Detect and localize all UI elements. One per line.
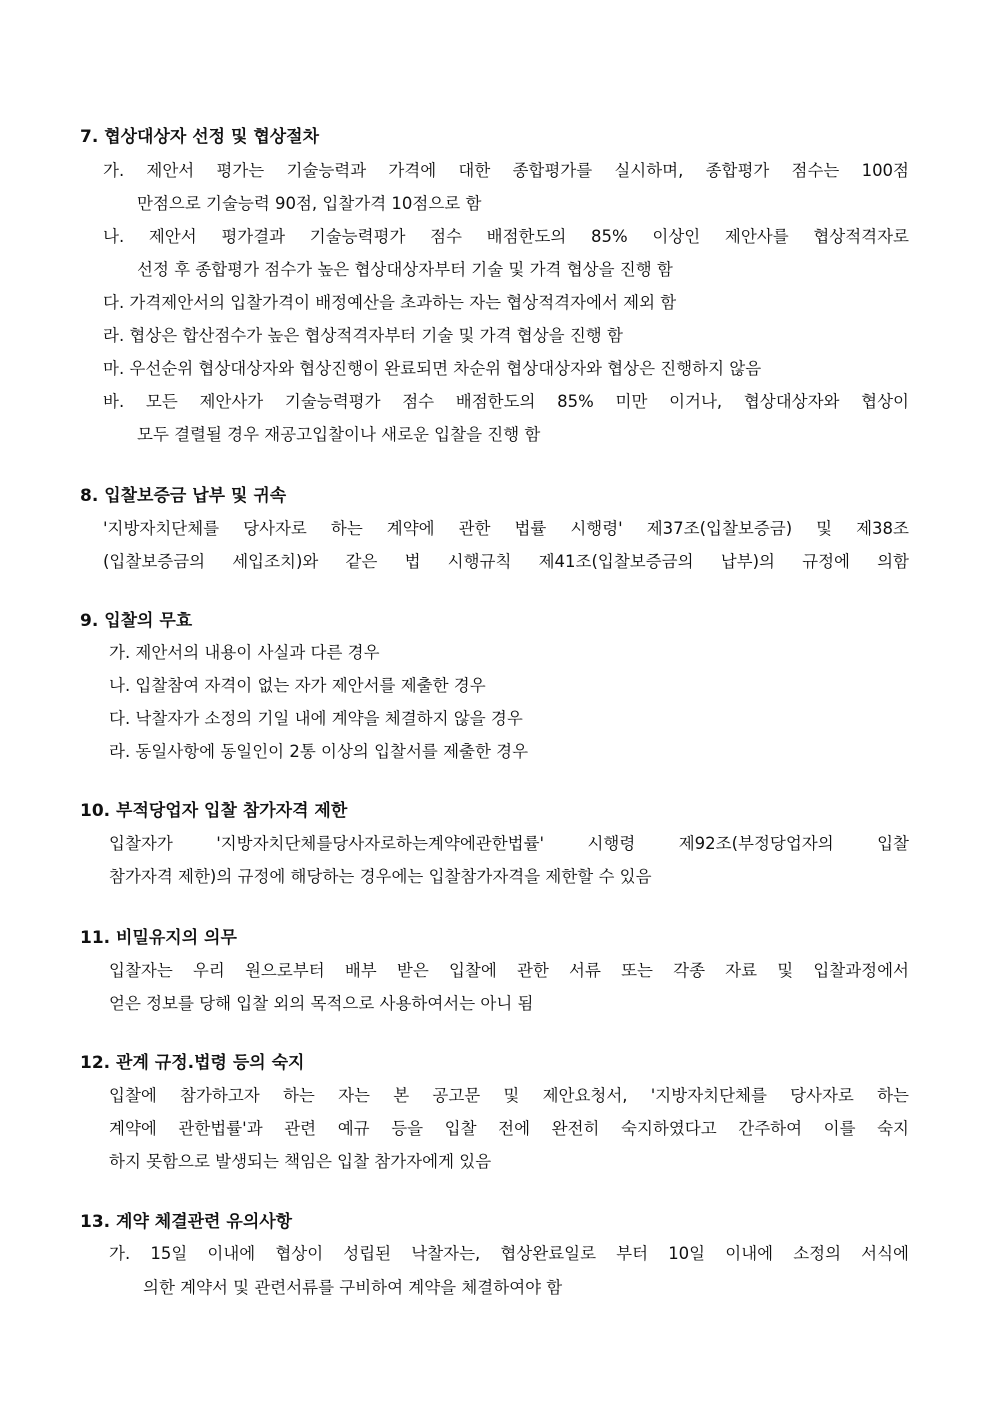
section-11-body-line-2: 얻은 정보를 당해 입찰 외의 목적으로 사용하여서는 아니 됨: [109, 994, 534, 1013]
section-7-item-ba-line-1: 바. 모든 제안사가 기술능력평가 점수 배점한도의 85% 미만 이거나, 협상대상자와 협상이: [103, 392, 909, 411]
section-13-title: 13. 계약 체결관련 유의사항: [80, 1212, 293, 1232]
section-7-item-ga-line-2: 만점으로 기술능력 90점, 입찰가격 10점으로 함: [137, 194, 482, 213]
section-7-item-ga-line-1: 가. 제안서 평가는 기술능력과 가격에 대한 종합평가를 실시하며, 종합평가 점수는 100점: [103, 161, 909, 180]
section-10-body-line-1: 입찰자가 '지방자치단체를당사자로하는계약에관한법률' 시행령 제92조(부정당업자의 입찰: [109, 834, 909, 853]
section-8-body-line-1: '지방자치단체를 당사자로 하는 계약에 관한 법률 시행령' 제37조(입찰보증금) 및 제38조: [103, 519, 909, 538]
section-9-item-ra: 라. 동일사항에 동일인이 2통 이상의 입찰서를 제출한 경우: [109, 742, 529, 761]
section-11-body-line-1: 입찰자는 우리 원으로부터 배부 받은 입찰에 관한 서류 또는 각종 자료 및 입찰과정에서: [109, 961, 909, 980]
section-13-item-ga-line-2: 의한 계약서 및 관련서류를 구비하여 계약을 체결하여야 함: [143, 1278, 563, 1297]
section-10-body-line-2: 참가자격 제한)의 규정에 해당하는 경우에는 입찰참가자격을 제한할 수 있음: [109, 867, 652, 886]
section-7-item-ra: 라. 협상은 합산점수가 높은 협상적격자부터 기술 및 가격 협상을 진행 함: [103, 326, 623, 345]
section-12-body-line-3: 하지 못함으로 발생되는 책임은 입찰 참가자에게 있음: [109, 1152, 492, 1171]
section-8-title: 8. 입찰보증금 납부 및 귀속: [80, 486, 287, 506]
section-9-item-da: 다. 낙찰자가 소정의 기일 내에 계약을 체결하지 않을 경우: [109, 709, 523, 728]
section-9-item-na: 나. 입찰참여 자격이 없는 자가 제안서를 제출한 경우: [109, 676, 486, 695]
section-7-item-na-line-2: 선정 후 종합평가 점수가 높은 협상대상자부터 기술 및 가격 협상을 진행 함: [137, 260, 673, 279]
section-7-item-ma: 마. 우선순위 협상대상자와 협상진행이 완료되면 차순위 협상대상자와 협상은 진행하지 않음: [103, 359, 762, 378]
section-7-item-ba-line-2: 모두 결렬될 경우 재공고입찰이나 새로운 입찰을 진행 함: [137, 425, 541, 444]
section-7-title: 7. 협상대상자 선정 및 협상절차: [80, 127, 320, 147]
section-7-item-na-line-1: 나. 제안서 평가결과 기술능력평가 점수 배점한도의 85% 이상인 제안사를 협상적격자로: [103, 227, 909, 246]
section-12-body-line-1: 입찰에 참가하고자 하는 자는 본 공고문 및 제안요청서, '지방자치단체를 당사자로 하는: [109, 1086, 909, 1105]
section-9-title: 9. 입찰의 무효: [80, 611, 193, 631]
section-11-title: 11. 비밀유지의 의무: [80, 928, 237, 948]
section-9-item-ga: 가. 제안서의 내용이 사실과 다른 경우: [109, 643, 380, 662]
section-12-title: 12. 관계 규정.법령 등의 숙지: [80, 1053, 305, 1073]
section-12-body-line-2: 계약에 관한법률'과 관련 예규 등을 입찰 전에 완전히 숙지하였다고 간주하여 이를 숙지: [109, 1119, 909, 1138]
section-10-title: 10. 부적당업자 입찰 참가자격 제한: [80, 801, 348, 821]
section-13-item-ga-line-1: 가. 15일 이내에 협상이 성립된 낙찰자는, 협상완료일로 부터 10일 이내에 소정의 서식에: [109, 1244, 909, 1263]
section-8-body-line-2: (입찰보증금의 세입조치)와 같은 법 시행규칙 제41조(입찰보증금의 납부)의 규정에 의함: [103, 552, 909, 571]
section-7-item-da: 다. 가격제안서의 입찰가격이 배정예산을 초과하는 자는 협상적격자에서 제외 함: [103, 293, 677, 312]
